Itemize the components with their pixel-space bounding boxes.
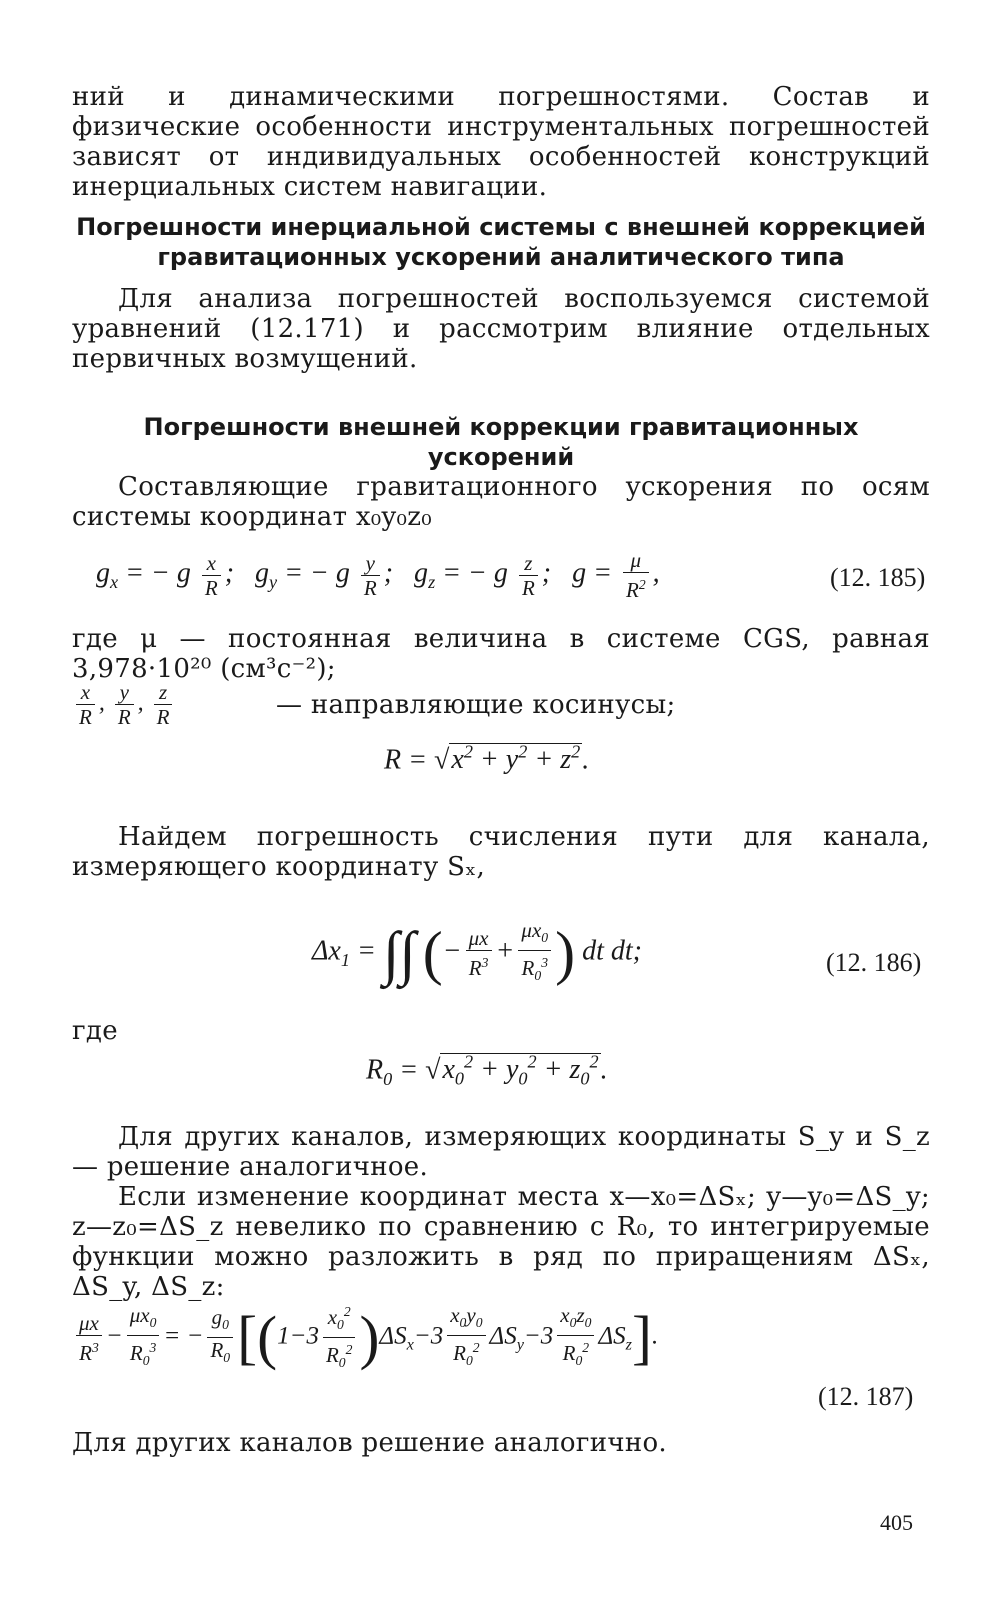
paragraph-conclusion: Для других каналов решение аналогично. (72, 1428, 667, 1458)
formula-12-185: $g_x$ = − g $\frac{x}{R}$ ; $g_y$ = − g $\frac{y}{R}$ ; $g_z$ = − g $\frac{z}{R}$ ; g = $\frac{\mu}{R^2}$ , (96, 548, 660, 602)
equation-number-187: (12. 187) (818, 1382, 914, 1411)
paragraph-path-error: Найдем погрешность счисления пути для канала, измеряющего координату Sₓ, (72, 822, 930, 882)
equation-number-185: (12. 185) (830, 563, 926, 592)
formula-r0-definition: $R_0 = √x_0^2 + y_0^2 + z_0^2$. (366, 1052, 608, 1089)
paragraph-expansion: Если изменение координат места x—x₀=ΔSₓ; y—y₀=ΔS_y; z—z₀=ΔS_z невелико по сравнению с R₀, то интегрируемые функции можно разложить в ряд по приращениям ΔSₓ, ΔS_y, ΔS_z: (72, 1182, 930, 1302)
formula-12-186: $\Delta x_1$ = ∫∫ (− $\frac{\mu x}{R^3}$ + $\frac{\mu x_0}{R_0^3}$ ) dt dt; (312, 918, 642, 987)
paragraph-intro: ний и динамическими погрешностями. Состав и физические особенности инструментальных погрешностей зависят от индивидуальных особенностей конструкций инерциальных систем навигации. (72, 82, 930, 202)
formula-r-definition: $R = √x^2 + y^2 + z^2$. (384, 742, 590, 776)
paragraph-mu-definition: где μ — постоянная величина в системе CGS, равная 3,978·10²⁰ (см³с⁻²); (72, 624, 930, 684)
paragraph-components: Составляющие гравитационного ускорения по осям системы координат x₀y₀z₀ (72, 472, 930, 532)
paragraph-direction-cosines: — направляющие косинусы; (276, 690, 676, 720)
paragraph-where: где (72, 1016, 118, 1046)
direction-cosines: $\frac{x}{R}$ , $\frac{y}{R}$ , $\frac{z}{R}$ (72, 680, 176, 729)
paragraph-analysis: Для анализа погрешностей воспользуемся системой уравнений (12.171) и рассмотрим влияние отдельных первичных возмущений. (72, 284, 930, 374)
formula-12-187: $\frac{\mu x}{R^3}$ − $\frac{\mu x_0}{R_0^3}$ = − $\frac{g_0}{R_0}$ [(1−3 $\frac{x_0^2}{R_0^2}$ )$\Delta S_x-3$ $\frac{x_0y_0}{R_0^2}$ $\Delta S_y-3$ $\frac{x_0z_0}{R_0^2}$ $\Delta S_z$]. (72, 1300, 658, 1375)
paragraph-other-channels: Для других каналов, измеряющих координаты S_y и S_z — решение аналогичное. (72, 1122, 930, 1182)
page-number: 405 (880, 1510, 913, 1535)
section-heading-2: Погрешности внешней коррекции гравитационных ускорений (143, 413, 859, 471)
section-heading-1: Погрешности инерциальной системы с внешней коррекцией гравитационных ускорений аналитического типа (76, 213, 926, 271)
equation-number-186: (12. 186) (826, 948, 922, 977)
